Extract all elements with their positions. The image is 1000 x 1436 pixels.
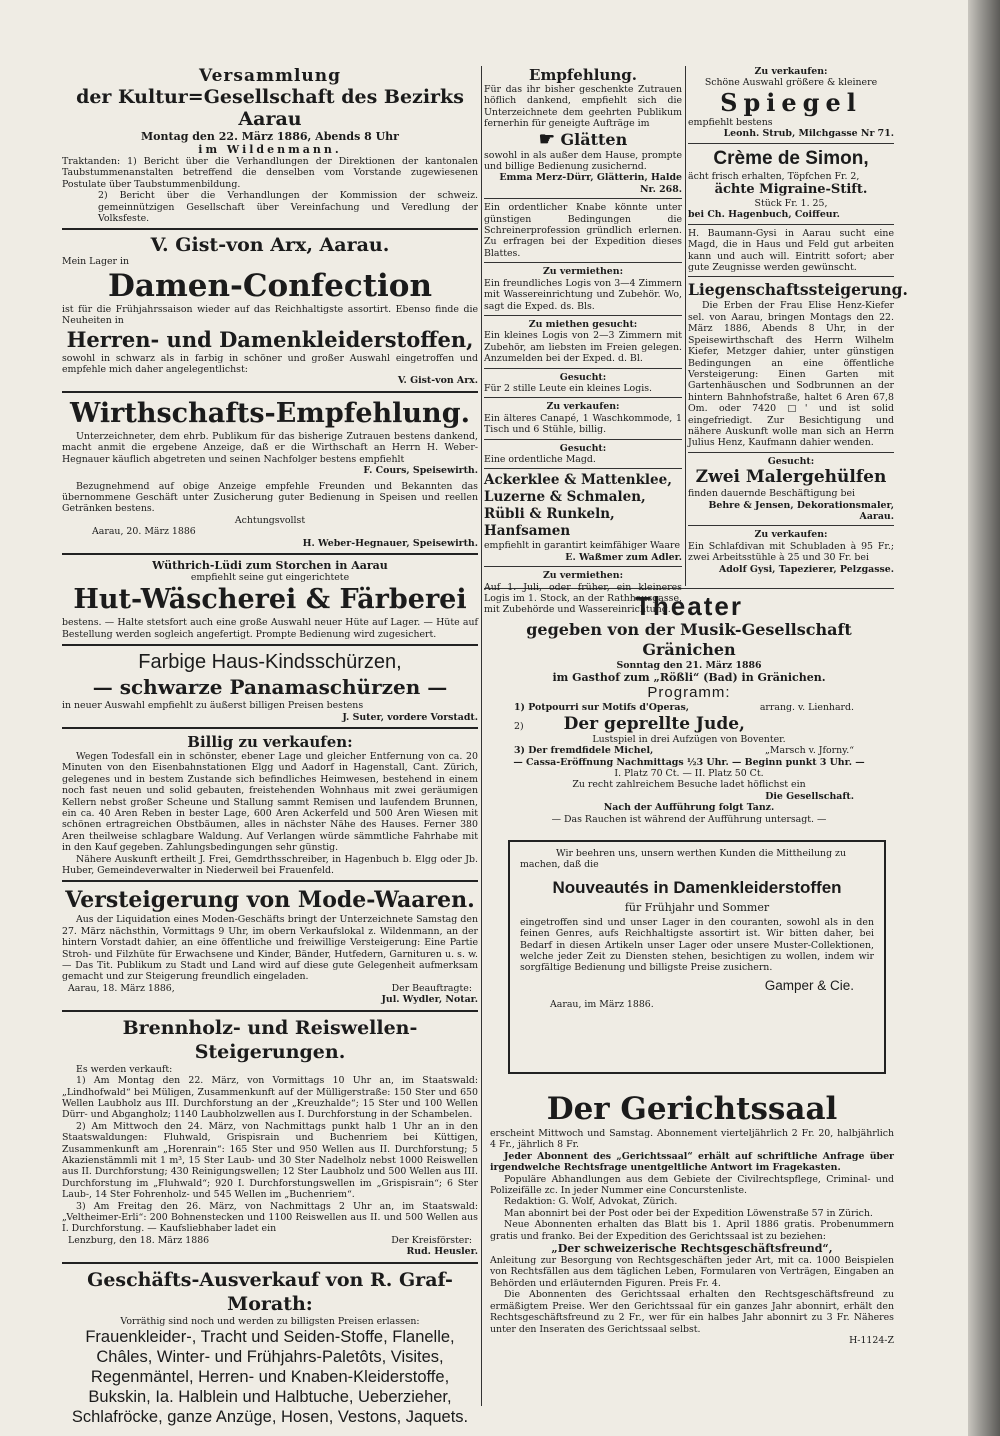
hand-icon: ☛: [538, 128, 555, 150]
confection-big: Damen-Confection: [107, 267, 433, 304]
divider: [62, 553, 478, 555]
gamper-sub: für Frühjahr und Sommer: [624, 900, 770, 914]
divider: [484, 262, 682, 263]
wirthschaft-text2: Bezugnehmend auf obige Anzeige empfehle Freunden und Bekannten das übernommene Geschäft unter Zusicherung guter Bedienung in Speisen und reellen Getränken bestens.: [62, 480, 478, 515]
divider: [62, 391, 478, 393]
ges2-title: Gesucht:: [559, 442, 607, 454]
theater-kasse: — Cassa-Eröffnung Nachmittags ½3 Uhr. — Beginn punkt 3 Uhr. —: [513, 756, 865, 768]
empfehlung-title: Empfehlung.: [529, 66, 637, 84]
wirthschaft-ad: [62, 397, 478, 549]
gerichtssaal-text3: Populäre Abhandlungen aus dem Gebiete der Civilrechtspflege, Criminal- und Polizeifälle zc. In jeder Nummer eine Concurstenliste.: [490, 1173, 894, 1197]
wirthschaft-sign2: H. Weber-Hegnauer, Speisewirth.: [302, 537, 478, 549]
ges1-text: Für 2 stille Leute ein kleines Logis.: [484, 382, 652, 394]
mode-date: Aarau, 18. März 1886,: [68, 982, 175, 994]
right-column-a: [484, 66, 682, 616]
creme-text2: Stück Fr. 1. 25,: [754, 198, 828, 210]
divider: [62, 727, 478, 729]
billig-title: Billig zu verkaufen:: [187, 732, 353, 751]
theater-item1: 1) Potpourri sur Motifs d'Operas,: [514, 702, 689, 714]
empfehlung-text1: Für das ihr bisher geschenkte Zutrauen höflich dankend, empfiehlt sich die Unterzeichnete dem geehrten Publikum fernerhin für geneigte Aufträge im: [484, 84, 682, 130]
theater-invite: Zu recht zahlreichem Besuche ladet höflichst ein: [572, 779, 806, 791]
lieg-title: Liegenschaftssteigerung.: [688, 280, 908, 300]
diwan-title: Zu verkaufen:: [754, 529, 828, 541]
brennholz-title: Brennholz- und Reiswellen-Steigerungen.: [122, 1016, 418, 1063]
theater-sign: Die Gesellschaft.: [765, 790, 854, 802]
brennholz-role: Der Kreisförster:: [391, 1234, 472, 1246]
ausverkauf-items: Frauenkleider-, Tracht und Seiden-Stoffe, Flanelle, Châles, Winter- und Frühjahrs-Paletôts, Visites, Regenmäntel, Herren- und Knaben-Kleiderstoffe, Bukskin, Ia. Halblein und Halbtuche, Ueberzieher, Schlafröcke, ganze Anzüge, Hosen, Vestons, Jaquets.: [71, 1328, 469, 1426]
wirthschaft-date: Aarau, 20. März 1886: [92, 526, 196, 538]
wirthschaft-title: Wirthschafts-Empfehlung.: [70, 397, 470, 429]
gerichtssaal-text6: Neue Abonnenten erhalten das Blatt bis 1. April 1886 gratis. Probenummern gratis und franko. Bei der Expedition des Gerichtssaal ist zu beziehen:: [490, 1219, 894, 1242]
gerichtssaal-title: Der Gerichtssaal: [546, 1091, 838, 1127]
divider: [688, 143, 894, 144]
magd-ad: H. Baumann-Gysi in Aarau sucht eine Magd, die in Haus und Feld gut arbeiten kann und auch will. Eintritt sofort; aber gute Zeugnisse werden gewünscht.: [688, 227, 894, 274]
gamper-ad: [508, 840, 886, 1074]
confection-text1: ist für die Frühjahrssaison wieder auf das Reichhaltigste assortirt. Ebenso finde die Neuheiten in: [62, 303, 478, 327]
empfehlung-big-text: Glätten: [560, 129, 628, 149]
schuerzen-text: in neuer Auswahl empfiehlt zu äußerst billigen Preisen bestens: [62, 700, 364, 712]
confection-text2: sowohl in schwarz als in farbig in schöner und großer Auswahl eingetroffen und empfehle mich daher angelegentlichst:: [62, 352, 478, 376]
divider: [688, 276, 894, 277]
ges1-title: Gesucht:: [559, 371, 607, 383]
brennholz-date: Lenzburg, den 18. März 1886: [68, 1234, 210, 1246]
divider: [484, 468, 682, 469]
mode-sign: Jul. Wydler, Notar.: [381, 994, 478, 1006]
divider: [62, 1262, 478, 1264]
column-rule: [685, 66, 686, 586]
diwan-text: Ein Schlafdivan mit Schubladen à 95 Fr.; zwei Arbeitsstühle à 25 und 30 Fr. bei: [688, 540, 894, 564]
hut-big: Hut-Wäscherei & Färberei: [73, 584, 467, 616]
billig-ad: [62, 733, 478, 876]
hut-line2: empfiehlt seine gut eingerichtete: [190, 571, 350, 583]
brennholz-sign: Rud. Heusler.: [406, 1246, 478, 1258]
brennholz-intro: Es werden verkauft:: [76, 1063, 173, 1075]
billig-more: Nähere Auskunft ertheilt J. Frei, Gemdrthsschreiber, in Hagenbuch b. Elgg oder Jb. Huber, Gemeindeverwalter in Niederweil bei Frauenfeld.: [62, 853, 478, 877]
theater-item2-sub: Lustspiel in drei Aufzügen von Boventer.: [592, 733, 786, 745]
verm2-title: Zu vermiethen:: [542, 570, 624, 582]
right-column-b: [688, 66, 908, 590]
schuerzen-line2: — schwarze Panamaschürzen —: [92, 675, 448, 700]
hut-ad: [62, 559, 478, 640]
verk1-title: Zu verkaufen:: [546, 401, 620, 413]
samen-l2: Luzerne & Schmalen,: [484, 489, 646, 506]
creme-text1: ächt frisch erhalten, Töpfchen Fr. 2,: [688, 170, 860, 182]
gamper-intro: Wir beehren uns, unsern werthen Kunden die Mittheilung zu machen, daß die: [520, 848, 847, 871]
divider: [62, 1010, 478, 1012]
schuerzen-sign: J. Suter, vordere Vorstadt.: [342, 711, 478, 723]
mode-title: Versteigerung von Mode-Waaren.: [65, 887, 475, 914]
divider: [484, 439, 682, 440]
page-edge: [968, 0, 1000, 1436]
diwan-sign: Adolf Gysi, Tapezierer, Pelzgasse.: [718, 563, 894, 575]
gerichtssaal-text5: Man abonnirt bei der Post oder bei der Expedition Löwenstraße 57 in Zürich.: [504, 1207, 873, 1219]
versammlung-ad: [62, 66, 478, 224]
maler-title: Gesucht:: [767, 455, 815, 467]
confection-sign: V. Gist-von Arx.: [397, 375, 478, 387]
samen-text: empfiehlt in garantirt keimfähiger Waare: [484, 540, 680, 552]
left-column: [62, 66, 478, 1426]
theater-item2-num: 2): [514, 720, 524, 732]
empfehlung-text2: sowohl in als außer dem Hause, prompte und billige Bedienung zusichernd.: [484, 149, 682, 173]
samen-l4: Hanfsamen: [484, 523, 571, 540]
hut-text: bestens. — Halte stetsfort auch eine große Auswahl neuer Hüte auf Lager. — Hüte auf Bestellung werden sogleich angefertigt. Prompte Bedienung wird zugesichert.: [62, 617, 478, 640]
theater-item3-arr: „Marsch v. Jforny.“: [765, 745, 854, 757]
divider: [62, 880, 478, 882]
brennholz-p3: 3) Am Freitag den 26. März, von Nachmittags 2 Uhr an, im Staatswald: „Veltheimer-Erli“: 200 Bohnenstecken und 1100 Reiswellen aus II. und 500 Wellen aus I. Durchforstung. — Kaufsliebhaber ladet ein: [62, 1200, 478, 1235]
divider: [484, 198, 682, 199]
maler-big: Zwei Malergehülfen: [695, 467, 887, 488]
brennholz-p2: 2) Am Mittwoch den 24. März, von Nachmittags punkt halb 1 Uhr an in den Staatswaldungen: Fluhwald, Grispisrain und Buchenriem bei Küttigen, Zusammenkunft am „Horenrain“: 165 Ster und 950 Wellen aus II. Durchforstung; 5 Akazienstämmli mit 1 m³, 15 Ster Laub- und 30 Ster Nadelholz nebst 1000 Reiswellen aus II. Durchforstung; 430 Reinigungswellen; 12 Ster Laubholz und 500 Wellen aus III. Durchforstung im „Fluhwald“; 920 I. Durchforstungswellen im „Grispisrain“; 6 Ster Laub-, 14 Ster Fohrenholz- und 545 Wellen im „Buchenriem“.: [62, 1120, 478, 1201]
divider: [688, 224, 894, 225]
brennholz-ad: [62, 1016, 478, 1258]
samen-l3: Rübli & Runkeln,: [484, 506, 615, 523]
gerichtssaal-code: H-1124-Z: [849, 1334, 894, 1346]
theater-line3: im Gasthof zum „Rößli“ (Bad) in Gränichen.: [552, 671, 826, 685]
gerichtssaal-text4: Redaktion: G. Wolf, Advokat, Zürich.: [504, 1196, 678, 1208]
ges2-text: Eine ordentliche Magd.: [484, 453, 596, 465]
versammlung-line1: der Kultur=Gesellschaft des Bezirks Aarau: [76, 86, 464, 130]
theater-item2: Der geprellte Jude,: [563, 713, 745, 734]
gerichtssaal-ad: [490, 1090, 894, 1406]
divider: [688, 452, 894, 453]
gamper-sign: Gamper & Cie.: [764, 977, 854, 993]
wirthschaft-regards: Achtungsvollst: [234, 514, 306, 526]
mode-text: Aus der Liquidation eines Moden-Geschäfts bringt der Unterzeichnete Samstag den 27. März nächsthin, Vormittags 9 Uhr, im obern Verkaufslokal z. Wildenmann, an der hintern Vorstadt dahier, an eine öffentliche und freiwillige Versteigerung: Eine Partie Stroh- und Filzhüte für Erwachsene und Kinder, Bänder, Hutfedern, Garnituren u. s. w. — Das Tit. Publikum zu Stadt und Land wird auf diese gute Gelegenheit aufmerksam gemacht und zur Steigerung freundlich eingeladen.: [62, 914, 478, 983]
brennholz-p1: 1) Am Montag den 22. März, von Vormittags 10 Uhr an, im Staatswald: „Lindhofwald“ bei Müligen, Zusammenkunft auf der Mülligerstraße: 150 Ster und 650 Wellen Laubholz aus III. Durchforstung an der „Kreuzhalde“; 15 Ster und 100 Wellen Dürr- und Abgangholz; 1140 Laubholzwellen aus I. Durchforstung in der Schambelen.: [62, 1075, 478, 1121]
mieth-text: Ein kleines Logis von 2—3 Zimmern mit Zubehör, am liebsten im Freien gelegen. Anzumelden bei der Exped. d. Bl.: [484, 330, 682, 365]
divider: [688, 525, 894, 526]
versammlung-title: Versammlung: [198, 66, 342, 86]
divider: [484, 315, 682, 316]
spiegel-big: Spiegel: [720, 87, 862, 117]
verk1-text: Ein älteres Canapé, 1 Waschkommode, 1 Tisch und 6 Stühle, billig.: [484, 412, 682, 436]
spiegel-text: empfiehlt bestens: [688, 116, 773, 128]
spiegel-verk-title: Zu verkaufen:: [754, 66, 828, 77]
maler-text: finden dauernde Beschäftigung bei: [688, 488, 856, 500]
theater-rauch: — Das Rauchen ist während der Aufführung untersagt. —: [551, 813, 827, 825]
mode-ad: [62, 886, 478, 1005]
versammlung-trakt1: Traktanden: 1) Bericht über die Verhandlungen der Direktionen der kantonalen Taubstummenanstalten betreffend die denselben vom Vorstande zugewiesenen Postulate über Taubstummenbildung.: [62, 156, 478, 190]
theater-prog: Programm:: [647, 684, 731, 702]
versammlung-line3: im Wildenmann.: [198, 143, 342, 156]
divider: [62, 644, 478, 646]
theater-line2: Sonntag den 21. März 1886: [616, 660, 762, 671]
gamper-text: eingetroffen sind und unser Lager in den couranten, sowohl als in den feinen Genres, aufs Reichhaltigste assortirt ist. Wir bitten daher, bei Bedarf in diesen Artikeln unser Lager oder unsere Muster-Collektionen, welche jeder Zeit zu Diensten stehen, besichtigen zu wollen, indem wir sorgfältige Bedienung und billigste Preise zusichern.: [520, 916, 874, 974]
versammlung-line2: Montag den 22. März 1886, Abends 8 Uhr: [141, 130, 399, 143]
confection-ad: [62, 234, 478, 386]
verm2-text: Auf 1. Juli, oder früher, ein kleineres Logis im 1. Stock, an der Rathhausgasse, mit Zubehörde und Wassereinrichtung.: [484, 581, 682, 616]
spiegel-sign: Leonh. Strub, Milchgasse Nr 71.: [723, 128, 894, 140]
schuerzen-ad: [62, 650, 478, 723]
divider: [484, 397, 682, 398]
confection-big2: Herren- und Damenkleiderstoffen,: [66, 326, 474, 352]
verm1-title: Zu vermiethen:: [542, 266, 624, 278]
theater-line1: gegeben von der Musik-Gesellschaft Gränichen: [526, 620, 852, 659]
theater-preise: I. Platz 70 Ct. — II. Platz 50 Ct.: [614, 768, 764, 780]
wirthschaft-sign1: F. Cours, Speisewirth.: [363, 465, 478, 477]
creme-title: Crème de Simon,: [713, 147, 869, 169]
creme-sign: bei Ch. Hagenbuch, Coiffeur.: [688, 209, 840, 221]
theater-title: Theater: [635, 591, 743, 621]
theater-tanz: Nach der Aufführung folgt Tanz.: [603, 802, 775, 814]
empfehlung-big: [484, 130, 682, 150]
billig-text: Wegen Todesfall ein in schönster, ebener Lage und gleicher Entfernung von ca. 20 Minuten von den Eisenbahnstationen Elgg und Aadorf in Hagenstall, Cant. Zürich, gelegenes und in bestem Zustande sich befindliches Heimwesen, bestehend in einem noch fast neuen und solid gebauten, freistehenden Wohnhaus mit zwei geräumigen Kellern nebst großer Scheune und Stallung sammt Remisen und laufendem Brunnen, ein ca. 40 Aren Reben in bester Lage, 600 Aren Ackerfeld und 500 Aren Wiesen mit schönen ertragreichen Obstbäumen, alles in nächster Nähe des Hauses. Ferner 380 Aren theilweise schlagbare Waldung. Auf Verlangen würde sämmtliche Fahrhabe mit in den Kauf gegeben. Zahlungsbedingungen sehr günstig.: [62, 750, 478, 854]
hut-line1: Wüthrich-Lüdi zum Storchen in Aarau: [152, 558, 388, 572]
gamper-date: Aarau, im März 1886.: [550, 998, 654, 1010]
confection-firm: V. Gist-von Arx, Aarau.: [150, 234, 390, 257]
creme-title2: ächte Migraine-Stift.: [714, 182, 868, 198]
ausverkauf-ad: [62, 1268, 478, 1427]
mode-role: Der Beauftragte:: [391, 982, 472, 994]
divider: [62, 228, 478, 230]
schuerzen-line1: Farbige Haus-Kindsschürzen,: [138, 651, 402, 674]
theater-item1-arr: arrang. v. Lienhard.: [759, 702, 854, 714]
gerichtssaal-text8: Die Abonnenten des Gerichtssaal erhalten den Rechtsgeschäftsfreund zu ermäßigtem Preise. Wer den Gerichtssaal für ein ganzes Jahr abonnirt, erhält den Rechtsgeschäftsfreund zu 2 Fr., wer für ein halbes Jahr abonnirt zu 3 Fr. Näheres unter den Inseraten des Gerichtssaal selbst.: [490, 1289, 894, 1335]
confection-intro: Mein Lager in: [62, 256, 130, 268]
samen-l1: Ackerklee & Mattenklee,: [484, 472, 672, 489]
gamper-title: Nouveautés in Damenkleiderstoffen: [552, 877, 842, 897]
knabe-ad: Ein ordentlicher Knabe könnte unter günstigen Bedingungen die Schreinerprofession gründlich erlernen. Zu erfragen bei der Expedition dieses Blattes.: [484, 202, 682, 259]
samen-sign: E. Waßmer zum Adler.: [565, 551, 682, 563]
empfehlung-sign: Emma Merz-Dürr, Glätterin, Halde Nr. 268.: [499, 172, 682, 195]
ausverkauf-intro: Vorräthig sind noch und werden zu billigsten Preisen erlassen:: [120, 1315, 420, 1327]
wirthschaft-text1: Unterzeichneter, dem ehrb. Publikum für das bisherige Zutrauen bestens dankend, macht anmit die ergebene Anzeige, daß er die Wirthschaft an Herrn H. Weber-Hegnauer käuflich abgetreten und seinen Nachfolger bestens empfiehlt: [62, 430, 478, 465]
divider: [484, 368, 682, 369]
theater-ad: [484, 592, 894, 828]
column-rule: [481, 66, 482, 1406]
divider: [484, 566, 682, 567]
mieth-title: Zu miethen gesucht:: [528, 318, 638, 330]
maler-sign: Behre & Jensen, Dekorationsmaler, Aarau.: [708, 499, 894, 522]
gerichtssaal-text7: Anleitung zur Besorgung von Rechtsgeschäften jeder Art, mit ca. 1000 Beispielen von Rechtsfällen aus dem täglichen Leben, Formularen von Verträgen, Eingaben an Behörden und erläuternden Figuren. Preis Fr. 4.: [490, 1255, 894, 1289]
gerichtssaal-book: „Der schweizerische Rechtsgeschäftsfreund“,: [551, 1242, 833, 1256]
gerichtssaal-text2: Jeder Abonnent des „Gerichtssaal“ erhält auf schriftliche Anfrage über irgendwelche Rechtsfrage unentgeltliche Antwort im Fragekasten.: [490, 1150, 894, 1174]
versammlung-trakt2: 2) Bericht über die Verhandlungen der Kommission der schweiz. gemeinnützigen Gesellschaft über Vereinfachung und Veredlung der Volksfeste.: [98, 190, 478, 225]
verm1-text: Ein freundliches Logis von 3—4 Zimmern mit Wassereinrichtung und Zubehör. Wo, sagt die Exped. ds. Bls.: [484, 277, 682, 312]
lieg-text: Die Erben der Frau Elise Henz-Kiefer sel. von Aarau, bringen Montags den 22. März 1886, Abends 8 Uhr, in der Speisewirthschaft des Herrn Wilhelm Kiefer, Metzger dahier, unter günstigen Bedingungen an eine öffentliche Versteigerung: Einen Garten mit Gartenhäuschen und Sodbrunnen an der hintern Bahnhofstraße, haltet 6 Aren 67,8 Om. oder 7420 □' und ist solid eingefriedigt. Zur Besichtigung und nähere Auskunft wolle man sich an Herrn Julius Henz, Kaufmann dahier wenden.: [688, 300, 894, 449]
spiegel-verk-text: Schöne Auswahl größere & kleinere: [704, 77, 878, 89]
theater-item3: 3) Der fremdfidele Michel,: [514, 745, 654, 757]
ausverkauf-title: Geschäfts-Ausverkauf von R. Graf-Morath:: [87, 1268, 453, 1315]
gerichtssaal-text1: erscheint Mittwoch und Samstag. Abonnement vierteljährlich 2 Fr. 20, halbjährlich 4 Fr., jährlich 8 Fr.: [490, 1128, 894, 1151]
